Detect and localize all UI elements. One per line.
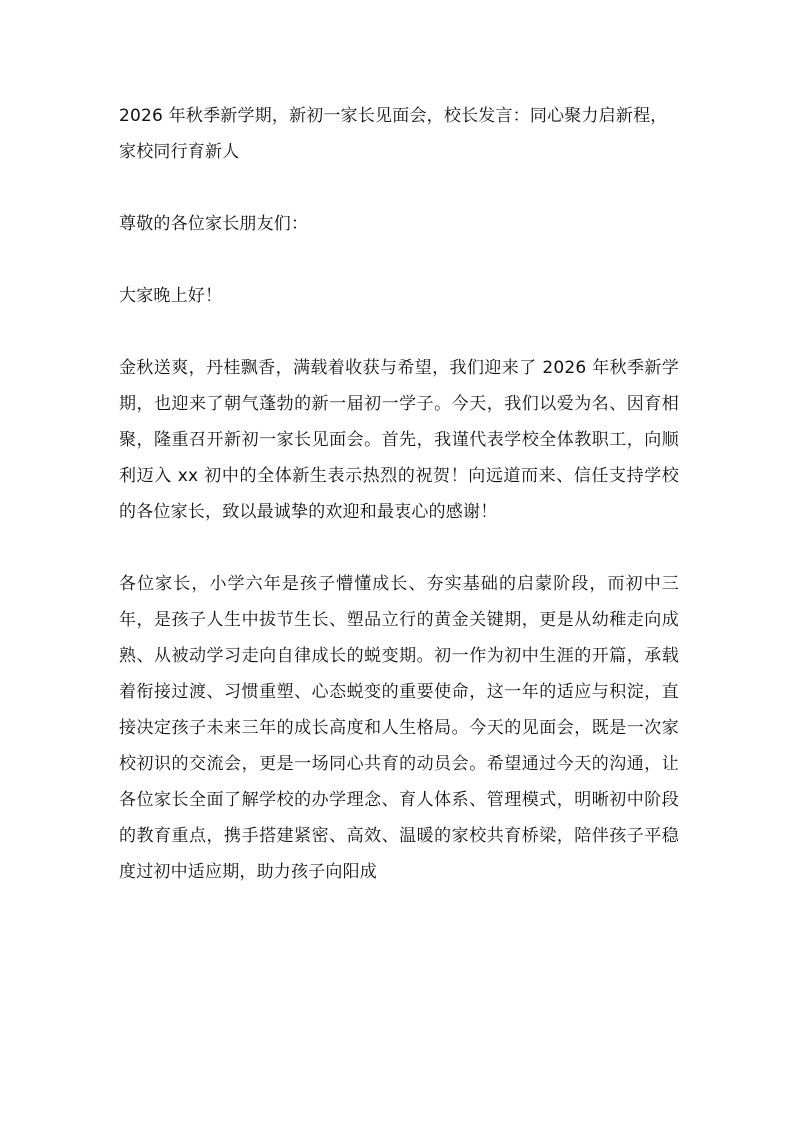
salutation: 尊敬的各位家长朋友们： (119, 214, 309, 234)
greeting: 大家晚上好！ (119, 286, 223, 306)
paragraph-1: 金秋送爽，丹桂飘香，满载着收获与希望，我们迎来了 2026 年秋季新学期，也迎来了朝气蓬勃的新一届初一学子。今天，我们以爱为名、因育相聚，隆重召开新初一家长见面会。首先，我谨代表学校全体教职工，向顺利迈入 xx 初中的全体新生表示热烈的祝贺！向远道而来、信任支持学校的各位家长，致以最诚挚的欢迎和最衷心的感谢！ (119, 358, 679, 522)
document-body (119, 98, 679, 890)
document-title: 2026 年秋季新学期，新初一家长见面会，校长发言：同心聚力启新程，家校同行育新人 (119, 106, 668, 162)
paragraph-2: 各位家长，小学六年是孩子懵懂成长、夯实基础的启蒙阶段，而初中三年，是孩子人生中拔节生长、塑品立行的黄金关键期，更是从幼稚走向成熟、从被动学习走向自律成长的蜕变期。初一作为初中生涯的开篇，承载着衔接过渡、习惯重塑、心态蜕变的重要使命，这一年的适应与积淀，直接决定孩子未来三年的成长高度和人生格局。今天的见面会，既是一次家校初识的交流会，更是一场同心共育的动员会。希望通过今天的沟通，让各位家长全面了解学校的办学理念、育人体系、管理模式，明晰初中阶段的教育重点，携手搭建紧密、高效、温暖的家校共育桥梁，陪伴孩子平稳度过初中适应期，助力孩子向阳成 (119, 574, 679, 882)
